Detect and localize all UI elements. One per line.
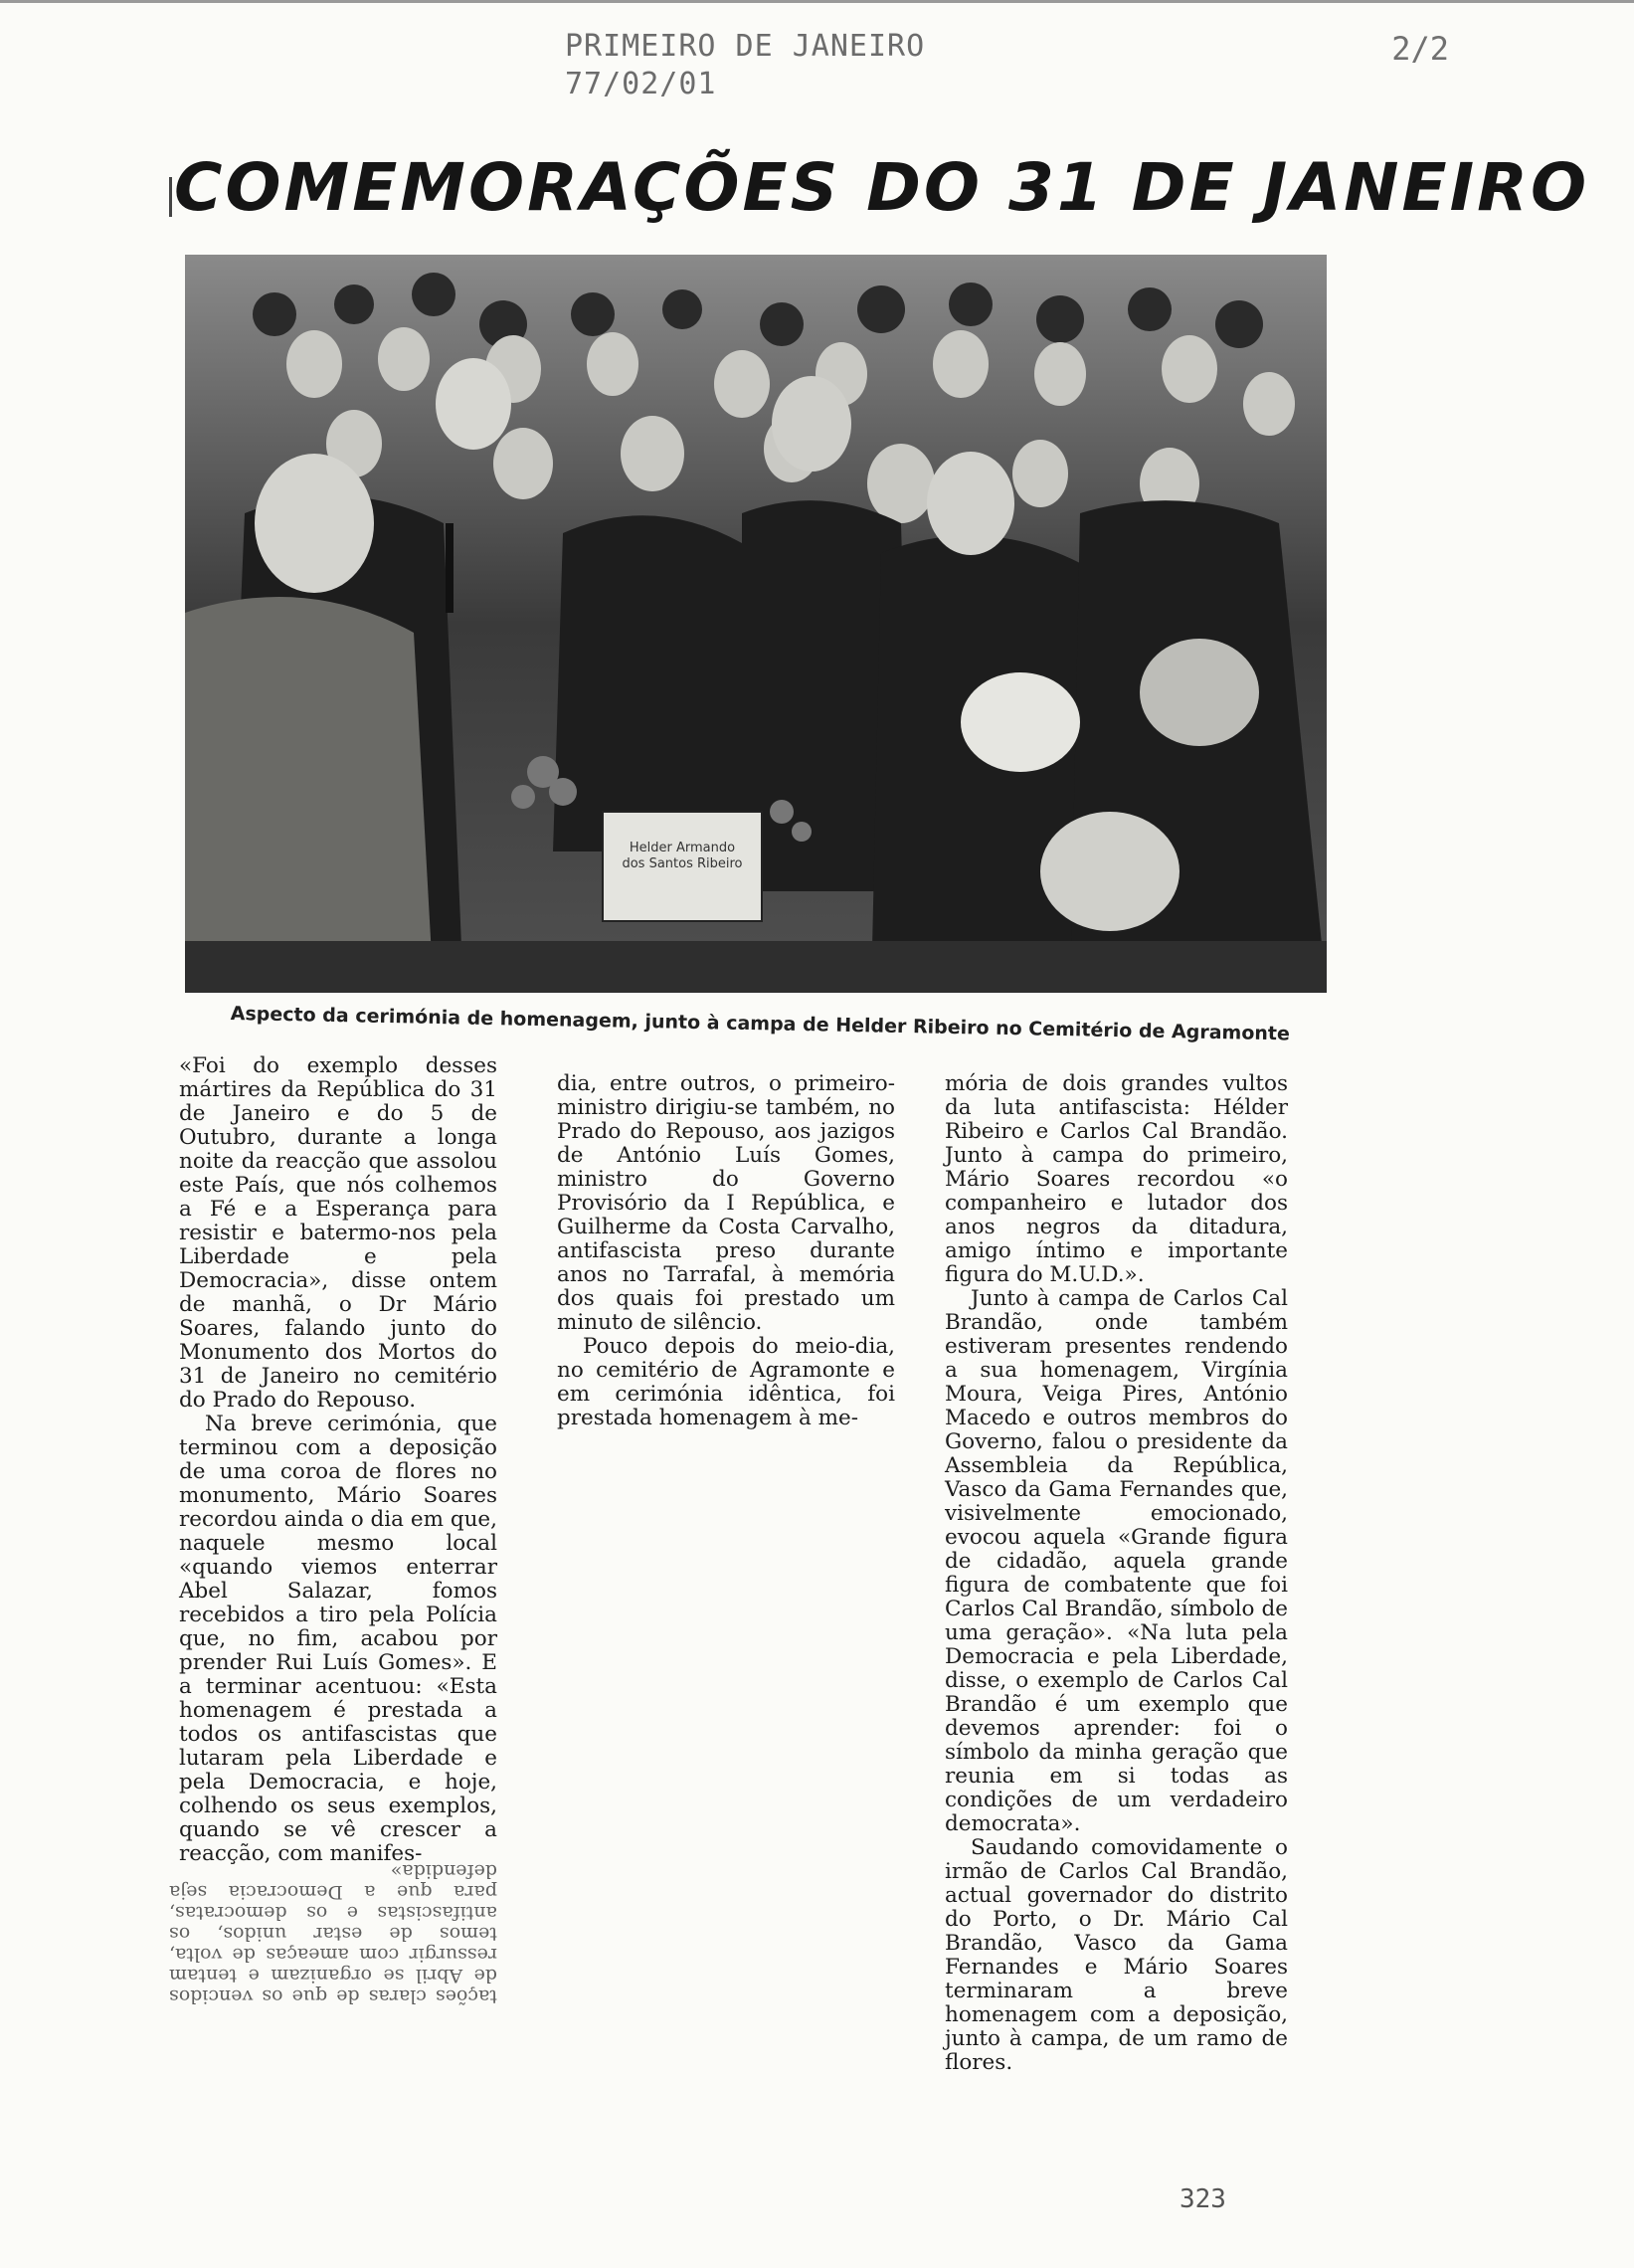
headline: COMEMORAÇÕES DO 31 DE JANEIRO: [174, 149, 1590, 226]
article-paragraph: mória de dois grandes vultos da luta antifascista: Hélder Ribeiro e Carlos Cal Brandão. Junto à campa do primeiro, Mário Soares recordou «o companheiro e lutador dos anos negros da ditadura, amigo íntimo e importante figura do M.U.D.».: [945, 1071, 1288, 1287]
newspaper-name: PRIMEIRO DE JANEIRO: [565, 29, 926, 64]
article-paragraph: Junto à campa de Carlos Cal Brandão, onde também estiveram presentes rendendo a sua homenagem, Virgínia Moura, Veiga Pires, António Macedo e outros membros do Governo, falou o presidente da Assembleia da República, Vasco da Gama Fernandes que, visivelmente emocionado, evocou aquela «Grande figura de cidadão, aquela grande figura de combatente que foi Carlos Cal Brandão, símbolo de uma geração». «Na luta pela Democracia e pela Liberdade, disse, o exemplo de Carlos Cal Brandão é um exemplo que devemos aprender: foi o símbolo da minha geração que reunia em si todas as condições de um verdadeiro democrata».: [945, 1286, 1288, 1836]
article-column-1: [179, 1054, 497, 1866]
article-paragraph: dia, entre outros, o primeiro-ministro dirigiu-se também, no Prado do Repouso, aos jazigos de António Luís Gomes, ministro do Governo Provisório da I República, e Guilherme da Costa Carvalho, antifascista preso durante anos no Tarrafal, à memória dos quais foi prestado um minuto de silêncio.: [557, 1071, 895, 1335]
article-column-2: [557, 1072, 895, 1430]
headline-rule: [169, 177, 172, 217]
article-column-3: [945, 1072, 1288, 2075]
article-paragraph: Na breve cerimónia, que terminou com a deposição de uma coroa de flores no monumento, Mário Soares recordou ainda o dia em que, naquele mesmo local «quando viemos enterrar Abel Salazar, fomos recebidos a tiro pela Polícia que, no fim, acabou por prender Rui Luís Gomes». E a terminar acentuou: «Esta homenagem é prestada a todos os antifascistas que lutaram pela Liberdade e pela Democracia, e hoje, colhendo os seus exemplos, quando se vê crescer a reacção, com manifes-: [179, 1412, 497, 1866]
page-number: 323: [1180, 2184, 1226, 2214]
mirrored-text-fragment: tações claras de que os vencidos de Abril se organizam e tentam ressurgir com ameaças de volta, temos de estar unidos, os antifascistas e os democratas, para que a Democracia seja defendida»: [169, 1860, 497, 2007]
article-paragraph: Pouco depois do meio-dia, no cemitério de Agramonte e em cerimónia idêntica, foi prestada homenagem à me-: [557, 1334, 895, 1430]
scan-top-edge: [0, 0, 1634, 3]
article-paragraph: Saudando comovidamente o irmão de Carlos Cal Brandão, actual governador do distrito do Porto, o Dr. Mário Cal Brandão, Vasco da Gama Fernandes e Mário Soares terminaram a breve homenagem com a deposição, junto à campa, de um ramo de flores.: [945, 1835, 1288, 2075]
source-stamp: [565, 28, 925, 103]
page-marker: 2/2: [1391, 30, 1449, 68]
article-paragraph: «Foi do exemplo desses mártires da República do 31 de Janeiro e do 5 de Outubro, durante a longa noite da reacção que assolou este País, que nós colhemos a Fé e a Esperança para resistir e batermo-nos pela Liberdade e pela Democracia», disse ontem de manhã, o Dr Mário Soares, falando junto do Monumento dos Mortos do 31 de Janeiro no cemitério do Prado do Repouso.: [179, 1053, 497, 1413]
photo-caption: Aspecto da cerimónia de homenagem, junto à campa de Helder Ribeiro no Cemitério de Agramonte: [230, 1003, 1291, 1045]
plaque-text: Helder Armando dos Santos Ribeiro: [622, 841, 743, 871]
publication-date: 77/02/01: [565, 67, 717, 101]
crowd-photo-illustration: [185, 255, 1327, 993]
news-photo: [185, 255, 1327, 993]
